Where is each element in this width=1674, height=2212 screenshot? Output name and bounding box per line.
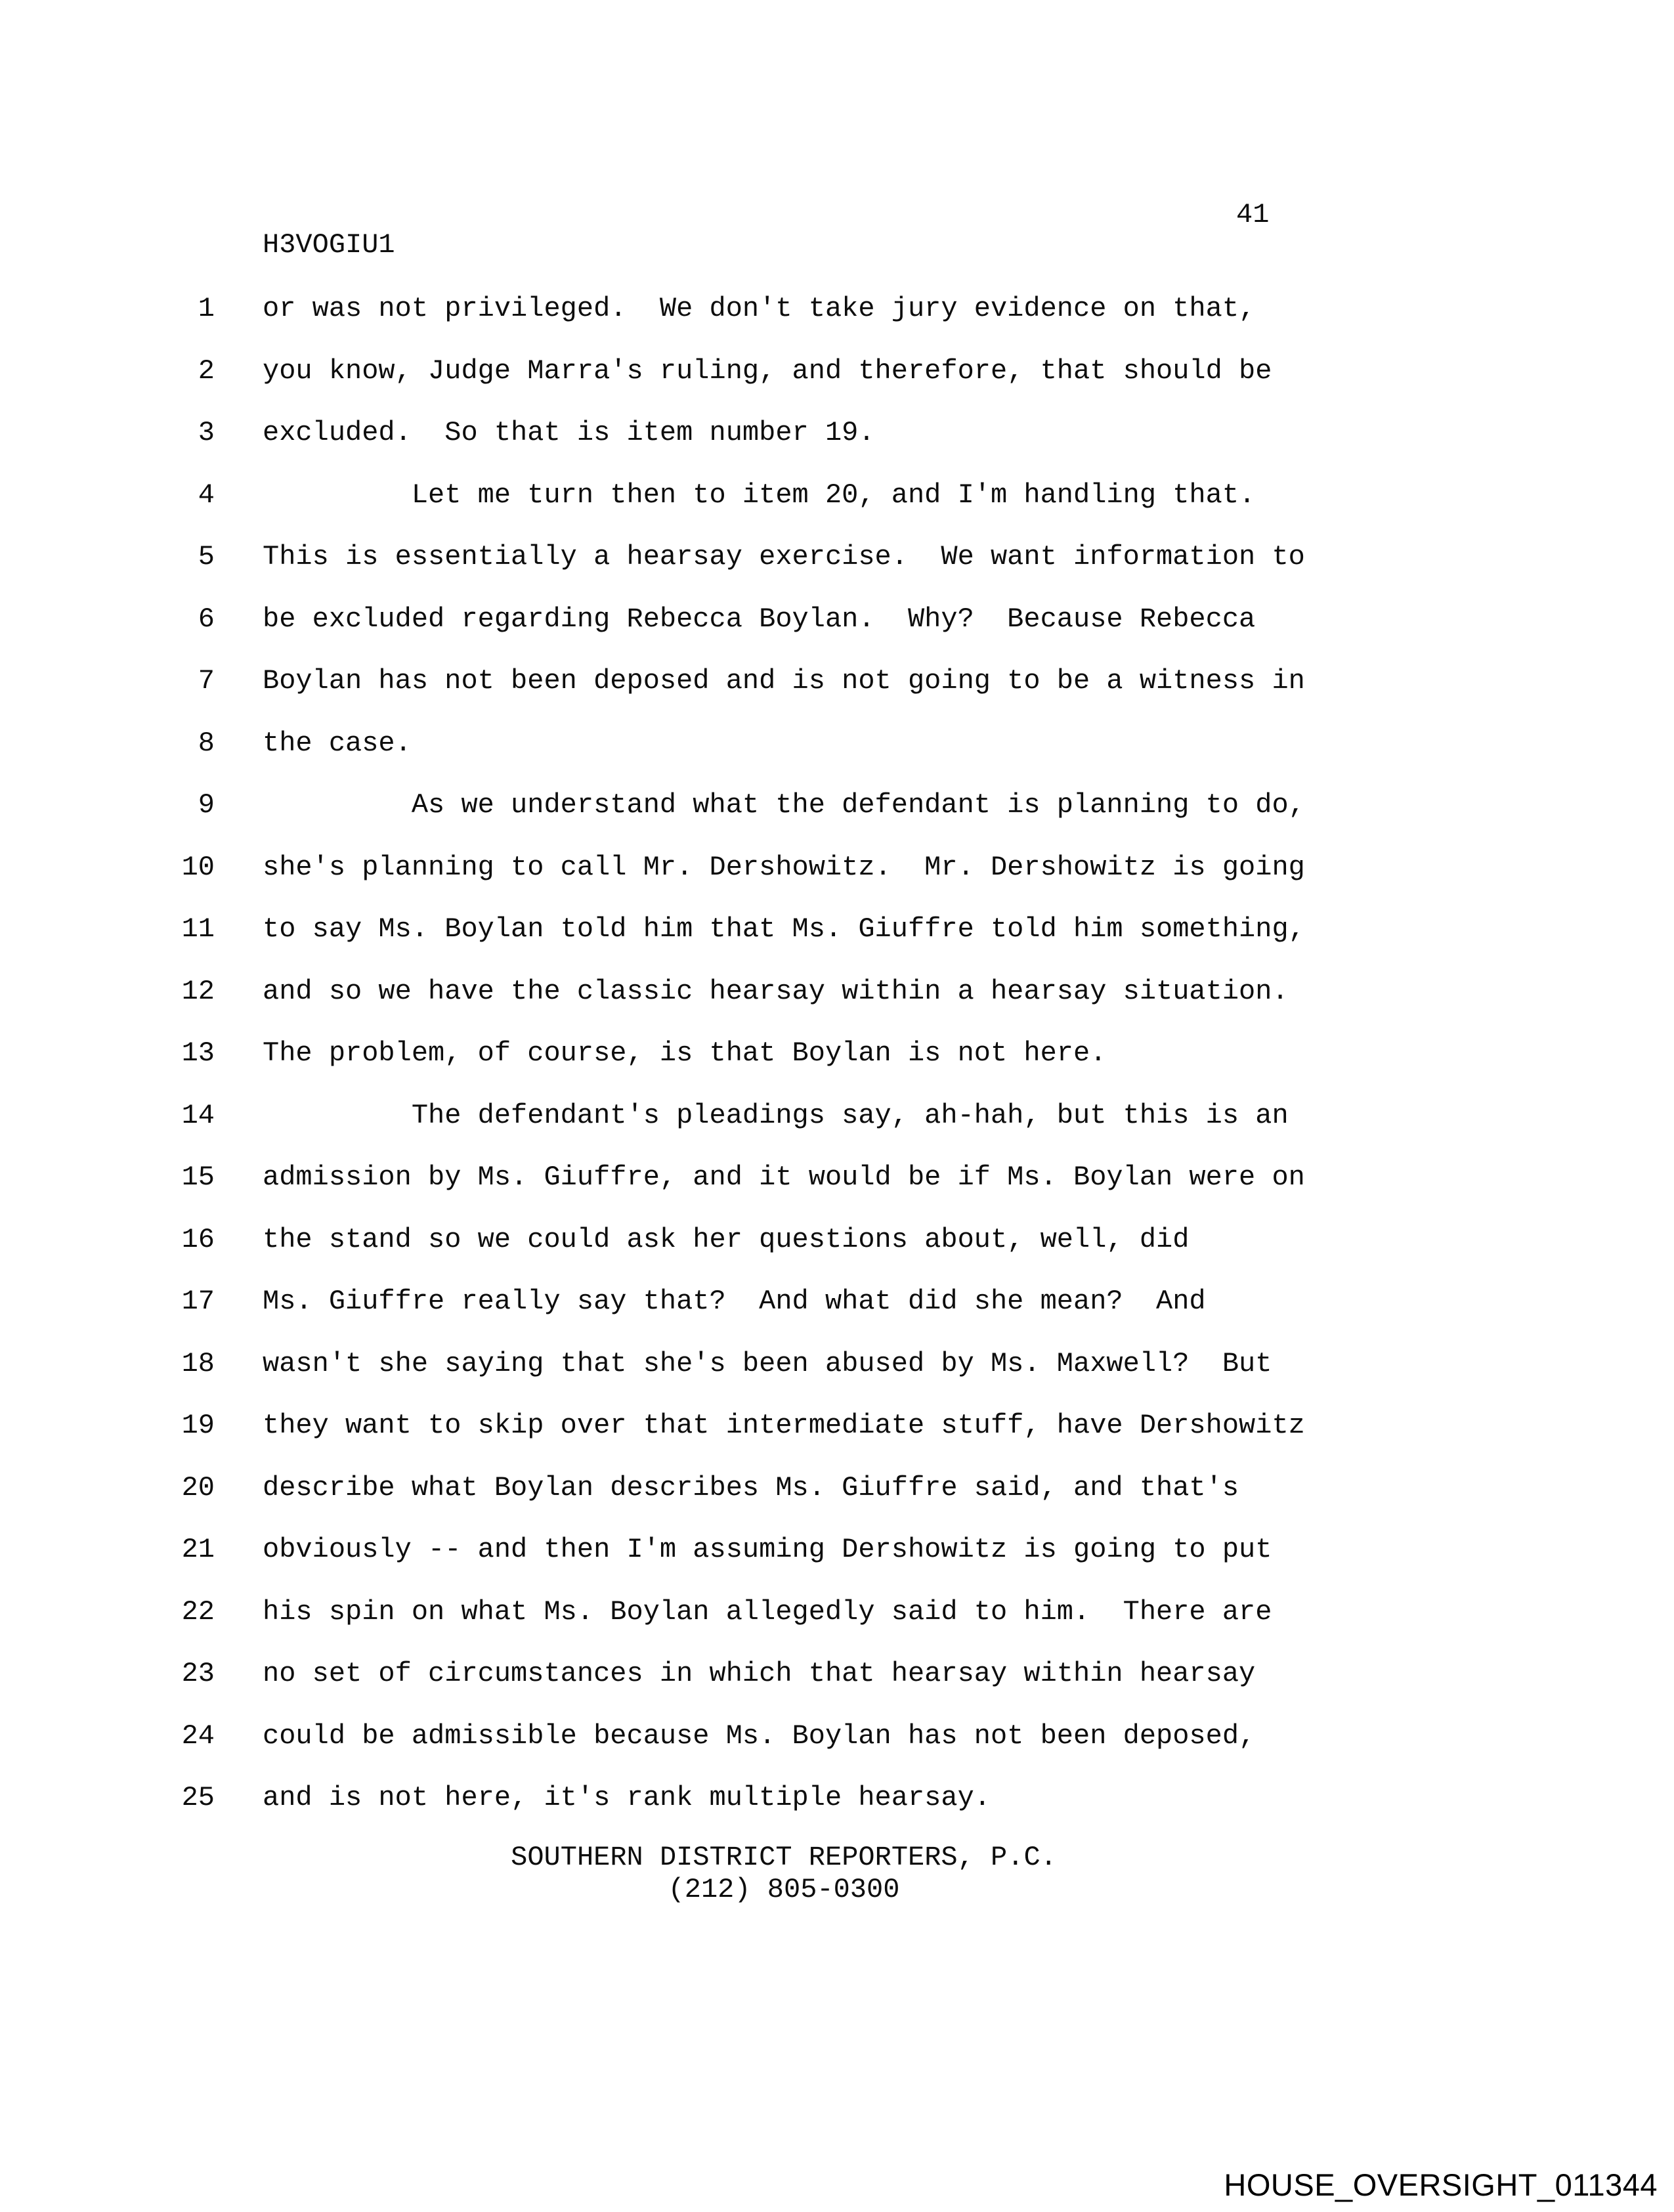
line-number: 8	[198, 727, 215, 759]
page-number: 41	[1236, 199, 1270, 230]
line-text: wasn't she saying that she's been abused by Ms. Maxwell? But	[263, 1347, 1272, 1379]
transcript-header-id: H3VOGIU1	[263, 229, 395, 261]
line-number: 7	[198, 665, 215, 697]
line-text: she's planning to call Mr. Dershowitz. Mr. Dershowitz is going	[263, 851, 1305, 883]
transcript-line	[0, 1022, 1674, 1085]
line-number: 1	[198, 293, 215, 325]
transcript-line	[0, 526, 1674, 588]
transcript-line	[0, 1333, 1674, 1395]
line-number: 4	[198, 479, 215, 511]
line-number: 13	[181, 1037, 215, 1070]
transcript-line	[0, 836, 1674, 899]
line-number: 14	[181, 1099, 215, 1131]
line-text: and so we have the classic hearsay within a hearsay situation.	[263, 975, 1289, 1007]
line-number: 25	[181, 1782, 215, 1814]
reporter-phone: (212) 805-0300	[668, 1874, 900, 1905]
transcript-line	[0, 464, 1674, 527]
line-text: you know, Judge Marra's ruling, and therefore, that should be	[263, 355, 1272, 387]
line-text: the stand so we could ask her questions about, well, did	[263, 1223, 1190, 1255]
line-text: admission by Ms. Giuffre, and it would be if Ms. Boylan were on	[263, 1161, 1305, 1194]
line-number: 20	[181, 1471, 215, 1504]
transcript-line	[0, 1085, 1674, 1147]
transcript-line	[0, 340, 1674, 402]
line-number: 15	[181, 1161, 215, 1194]
transcript-line	[0, 1643, 1674, 1705]
line-text: to say Ms. Boylan told him that Ms. Giuffre told him something,	[263, 913, 1305, 945]
line-text: the case.	[263, 727, 412, 759]
transcript-line	[0, 712, 1674, 775]
transcript-line	[0, 650, 1674, 712]
transcript-line	[0, 1457, 1674, 1519]
line-number: 23	[181, 1658, 215, 1690]
transcript-line	[0, 1519, 1674, 1581]
transcript-line	[0, 1767, 1674, 1829]
line-text: Ms. Giuffre really say that? And what did she mean? And	[263, 1286, 1206, 1318]
line-number: 10	[181, 851, 215, 883]
line-text: or was not privileged. We don't take jury evidence on that,	[263, 293, 1256, 325]
transcript-line	[0, 278, 1674, 340]
line-number: 5	[198, 541, 215, 573]
transcript-line	[0, 588, 1674, 651]
line-text: excluded. So that is item number 19.	[263, 417, 875, 449]
line-number: 9	[198, 789, 215, 821]
line-number: 11	[181, 913, 215, 945]
transcript-line	[0, 1270, 1674, 1333]
line-number: 19	[181, 1410, 215, 1442]
transcript-line	[0, 402, 1674, 464]
line-number: 12	[181, 975, 215, 1007]
line-text: be excluded regarding Rebecca Boylan. Why? Because Rebecca	[263, 603, 1256, 635]
line-number: 16	[181, 1223, 215, 1255]
line-number: 2	[198, 355, 215, 387]
transcript-line	[0, 774, 1674, 836]
transcript-line	[0, 1395, 1674, 1457]
line-text: The defendant's pleadings say, ah-hah, but this is an	[263, 1099, 1289, 1131]
line-text: The problem, of course, is that Boylan is not here.	[263, 1037, 1107, 1070]
transcript-line	[0, 1146, 1674, 1209]
line-text: his spin on what Ms. Boylan allegedly said to him. There are	[263, 1595, 1272, 1628]
line-number: 17	[181, 1286, 215, 1318]
transcript-line	[0, 1705, 1674, 1767]
line-text: obviously -- and then I'm assuming Dershowitz is going to put	[263, 1534, 1272, 1566]
line-number: 22	[181, 1595, 215, 1628]
line-text: Boylan has not been deposed and is not going to be a witness in	[263, 665, 1305, 697]
line-text: As we understand what the defendant is planning to do,	[263, 789, 1305, 821]
line-text: and is not here, it's rank multiple hearsay.	[263, 1782, 991, 1814]
line-number: 18	[181, 1347, 215, 1379]
transcript-lines	[0, 278, 1674, 1829]
bates-stamp: HOUSE_OVERSIGHT_011344	[1224, 2167, 1658, 2202]
reporter-name: SOUTHERN DISTRICT REPORTERS, P.C.	[511, 1842, 1057, 1873]
line-number: 3	[198, 417, 215, 449]
line-text: This is essentially a hearsay exercise. We want information to	[263, 541, 1305, 573]
line-number: 24	[181, 1720, 215, 1752]
transcript-line	[0, 898, 1674, 961]
transcript-line	[0, 961, 1674, 1023]
line-text: no set of circumstances in which that hearsay within hearsay	[263, 1658, 1256, 1690]
line-text: Let me turn then to item 20, and I'm handling that.	[263, 479, 1256, 511]
line-text: they want to skip over that intermediate stuff, have Dershowitz	[263, 1410, 1305, 1442]
line-number: 21	[181, 1534, 215, 1566]
line-text: could be admissible because Ms. Boylan has not been deposed,	[263, 1720, 1256, 1752]
reporter-footer	[263, 1842, 1305, 1906]
line-text: describe what Boylan describes Ms. Giuffre said, and that's	[263, 1471, 1239, 1504]
line-number: 6	[198, 603, 215, 635]
transcript-line	[0, 1581, 1674, 1643]
transcript-line	[0, 1209, 1674, 1271]
